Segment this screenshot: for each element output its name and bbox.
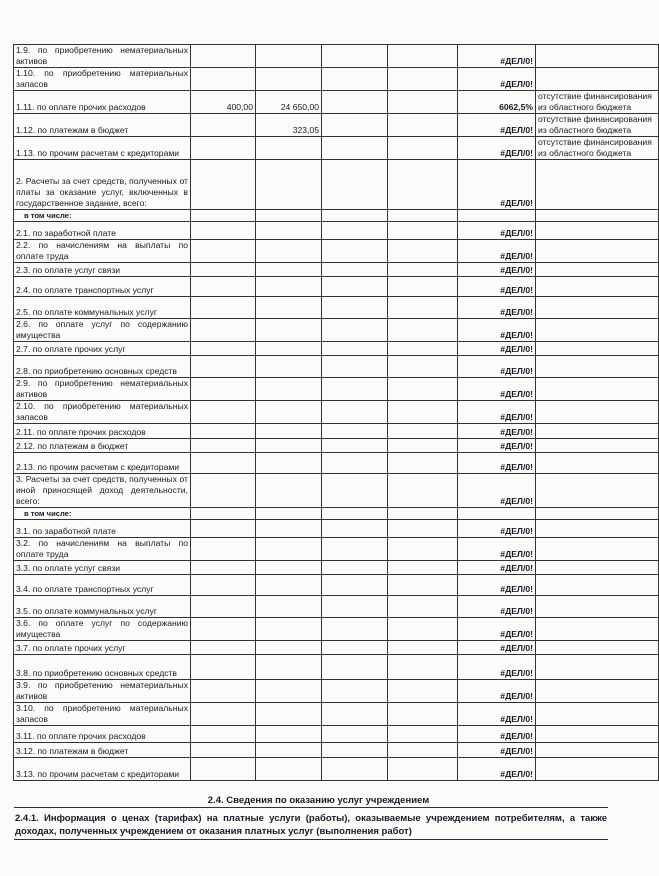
result-cell: #ДЕЛ/0! xyxy=(458,575,536,596)
table-row xyxy=(14,680,659,703)
row-label: 2.6. по оплате услуг по содержанию имущества xyxy=(14,319,191,342)
result-cell: 6062,5% xyxy=(458,91,536,114)
value-cell-3 xyxy=(322,356,388,378)
value-cell-3 xyxy=(322,424,388,439)
note-cell xyxy=(536,378,659,401)
value-cell-2 xyxy=(256,561,322,575)
value-cell-2 xyxy=(256,758,322,781)
row-label: в том числе: xyxy=(14,210,191,222)
value-cell-1 xyxy=(191,508,256,520)
value-cell-1 xyxy=(191,758,256,781)
value-cell-3 xyxy=(322,263,388,277)
note-cell: отсутствие финансирования из областного бюджета xyxy=(536,114,659,137)
result-cell: #ДЕЛ/0! xyxy=(458,439,536,453)
value-cell-2 xyxy=(256,45,322,68)
row-label: 3.6. по оплате услуг по содержанию имущества xyxy=(14,618,191,641)
value-cell-1 xyxy=(191,160,256,210)
value-cell-2 xyxy=(256,160,322,210)
table-row xyxy=(14,474,659,508)
value-cell-4 xyxy=(388,508,458,520)
value-cell-4 xyxy=(388,474,458,508)
row-label: 2. Расчеты за счет средств, полученных от платы за оказание услуг, включенных в государственное задание, всего: xyxy=(14,160,191,210)
result-cell: #ДЕЛ/0! xyxy=(458,641,536,655)
note-cell xyxy=(536,401,659,424)
table-row xyxy=(14,508,659,520)
value-cell-2 xyxy=(256,240,322,263)
value-cell-2 xyxy=(256,297,322,319)
value-cell-2: 323,05 xyxy=(256,114,322,137)
result-cell xyxy=(458,508,536,520)
result-cell: #ДЕЛ/0! xyxy=(458,45,536,68)
value-cell-3 xyxy=(322,703,388,726)
value-cell-2 xyxy=(256,618,322,641)
value-cell-1 xyxy=(191,618,256,641)
table-row xyxy=(14,319,659,342)
table-row xyxy=(14,424,659,439)
result-cell: #ДЕЛ/0! xyxy=(458,453,536,474)
value-cell-3 xyxy=(322,641,388,655)
value-cell-1 xyxy=(191,356,256,378)
table-row xyxy=(14,520,659,538)
result-cell: #ДЕЛ/0! xyxy=(458,474,536,508)
result-cell: #ДЕЛ/0! xyxy=(458,561,536,575)
value-cell-2 xyxy=(256,575,322,596)
result-cell: #ДЕЛ/0! xyxy=(458,401,536,424)
row-label: в том числе: xyxy=(14,508,191,520)
note-cell xyxy=(536,538,659,561)
value-cell-2 xyxy=(256,726,322,743)
value-cell-3 xyxy=(322,680,388,703)
result-cell: #ДЕЛ/0! xyxy=(458,378,536,401)
value-cell-4 xyxy=(388,703,458,726)
value-cell-2 xyxy=(256,703,322,726)
value-cell-1 xyxy=(191,378,256,401)
value-cell-4 xyxy=(388,424,458,439)
result-cell: #ДЕЛ/0! xyxy=(458,743,536,758)
value-cell-1 xyxy=(191,137,256,160)
note-cell xyxy=(536,641,659,655)
note-cell xyxy=(536,726,659,743)
value-cell-4 xyxy=(388,439,458,453)
row-label: 1.12. по платежам в бюджет xyxy=(14,114,191,137)
table-row xyxy=(14,277,659,297)
value-cell-2 xyxy=(256,453,322,474)
result-cell: #ДЕЛ/0! xyxy=(458,655,536,680)
value-cell-4 xyxy=(388,378,458,401)
note-cell xyxy=(536,508,659,520)
row-label: 3.5. по оплате коммунальных услуг xyxy=(14,596,191,618)
result-cell: #ДЕЛ/0! xyxy=(458,297,536,319)
value-cell-2 xyxy=(256,210,322,222)
table-body xyxy=(14,45,659,781)
table-row xyxy=(14,538,659,561)
value-cell-3 xyxy=(322,474,388,508)
note-cell xyxy=(536,240,659,263)
row-label: 3.10. по приобретению материальных запасов xyxy=(14,703,191,726)
note-cell xyxy=(536,222,659,240)
section-rule-bottom xyxy=(14,839,608,840)
section-title: 2.4. Сведения по оказанию услуг учреждением xyxy=(207,795,430,806)
row-label: 3.11. по оплате прочих расходов xyxy=(14,726,191,743)
value-cell-4 xyxy=(388,342,458,356)
result-cell: #ДЕЛ/0! xyxy=(458,596,536,618)
value-cell-2 xyxy=(256,342,322,356)
note-cell xyxy=(536,596,659,618)
result-cell: #ДЕЛ/0! xyxy=(458,703,536,726)
table-row xyxy=(14,575,659,596)
value-cell-3 xyxy=(322,378,388,401)
note-cell xyxy=(536,160,659,210)
value-cell-3 xyxy=(322,520,388,538)
value-cell-3 xyxy=(322,538,388,561)
value-cell-4 xyxy=(388,758,458,781)
value-cell-1 xyxy=(191,561,256,575)
value-cell-2: 24 650,00 xyxy=(256,91,322,114)
row-label: 3.4. по оплате транспортных услуг xyxy=(14,575,191,596)
row-label: 2.3. по оплате услуг связи xyxy=(14,263,191,277)
value-cell-4 xyxy=(388,356,458,378)
table-row xyxy=(14,114,659,137)
result-cell: #ДЕЛ/0! xyxy=(458,277,536,297)
table-row xyxy=(14,439,659,453)
value-cell-1 xyxy=(191,45,256,68)
row-label: 1.11. по оплате прочих расходов xyxy=(14,91,191,114)
value-cell-3 xyxy=(322,45,388,68)
result-cell: #ДЕЛ/0! xyxy=(458,424,536,439)
value-cell-4 xyxy=(388,561,458,575)
value-cell-3 xyxy=(322,618,388,641)
value-cell-2 xyxy=(256,263,322,277)
row-label: 3.2. по начислениям на выплаты по оплате труда xyxy=(14,538,191,561)
result-cell: #ДЕЛ/0! xyxy=(458,137,536,160)
value-cell-4 xyxy=(388,240,458,263)
note-cell: отсутствие финансирования из областного бюджета xyxy=(536,91,659,114)
value-cell-3 xyxy=(322,575,388,596)
value-cell-4 xyxy=(388,743,458,758)
table-row xyxy=(14,703,659,726)
value-cell-1 xyxy=(191,263,256,277)
value-cell-3 xyxy=(322,401,388,424)
report-table-container xyxy=(13,44,652,781)
value-cell-1 xyxy=(191,575,256,596)
value-cell-1: 400,00 xyxy=(191,91,256,114)
result-cell xyxy=(458,210,536,222)
value-cell-4 xyxy=(388,222,458,240)
value-cell-3 xyxy=(322,277,388,297)
value-cell-1 xyxy=(191,726,256,743)
row-label: 3.13. по прочим расчетам с кредиторами xyxy=(14,758,191,781)
table-row xyxy=(14,378,659,401)
value-cell-2 xyxy=(256,743,322,758)
value-cell-4 xyxy=(388,520,458,538)
value-cell-1 xyxy=(191,240,256,263)
table-row xyxy=(14,453,659,474)
result-cell: #ДЕЛ/0! xyxy=(458,240,536,263)
value-cell-2 xyxy=(256,641,322,655)
table-row xyxy=(14,618,659,641)
table-row xyxy=(14,726,659,743)
value-cell-4 xyxy=(388,575,458,596)
row-label: 3.12. по платежам в бюджет xyxy=(14,743,191,758)
table-row xyxy=(14,655,659,680)
value-cell-2 xyxy=(256,596,322,618)
value-cell-1 xyxy=(191,641,256,655)
table-row xyxy=(14,342,659,356)
value-cell-4 xyxy=(388,68,458,91)
value-cell-4 xyxy=(388,210,458,222)
row-label: 1.13. по прочим расчетам с кредиторами xyxy=(14,137,191,160)
row-label: 2.11. по оплате прочих расходов xyxy=(14,424,191,439)
value-cell-2 xyxy=(256,137,322,160)
result-cell: #ДЕЛ/0! xyxy=(458,680,536,703)
value-cell-3 xyxy=(322,297,388,319)
value-cell-1 xyxy=(191,297,256,319)
row-label: 2.7. по оплате прочих услуг xyxy=(14,342,191,356)
table-row xyxy=(14,45,659,68)
section-rule-top xyxy=(14,807,608,808)
value-cell-4 xyxy=(388,680,458,703)
settlements-table xyxy=(13,44,659,781)
table-row xyxy=(14,210,659,222)
value-cell-3 xyxy=(322,137,388,160)
row-label: 2.9. по приобретению нематериальных активов xyxy=(14,378,191,401)
value-cell-1 xyxy=(191,210,256,222)
value-cell-2 xyxy=(256,424,322,439)
note-cell xyxy=(536,520,659,538)
value-cell-3 xyxy=(322,561,388,575)
value-cell-3 xyxy=(322,68,388,91)
row-label: 3.9. по приобретению нематериальных активов xyxy=(14,680,191,703)
note-cell xyxy=(536,618,659,641)
note-cell xyxy=(536,68,659,91)
row-label: 3. Расчеты за счет средств, полученных от иной приносящей доход деятельности, всего: xyxy=(14,474,191,508)
row-label: 2.5. по оплате коммунальных услуг xyxy=(14,297,191,319)
value-cell-2 xyxy=(256,538,322,561)
value-cell-1 xyxy=(191,538,256,561)
note-cell xyxy=(536,439,659,453)
value-cell-3 xyxy=(322,596,388,618)
result-cell: #ДЕЛ/0! xyxy=(458,342,536,356)
value-cell-1 xyxy=(191,424,256,439)
row-label: 1.10. по приобретению материальных запасов xyxy=(14,68,191,91)
result-cell: #ДЕЛ/0! xyxy=(458,356,536,378)
result-cell: #ДЕЛ/0! xyxy=(458,114,536,137)
value-cell-4 xyxy=(388,137,458,160)
value-cell-4 xyxy=(388,297,458,319)
value-cell-2 xyxy=(256,401,322,424)
value-cell-2 xyxy=(256,356,322,378)
value-cell-4 xyxy=(388,401,458,424)
value-cell-1 xyxy=(191,401,256,424)
value-cell-3 xyxy=(322,114,388,137)
table-row xyxy=(14,240,659,263)
value-cell-4 xyxy=(388,641,458,655)
note-cell xyxy=(536,263,659,277)
row-label: 2.2. по начислениям на выплаты по оплате труда xyxy=(14,240,191,263)
value-cell-2 xyxy=(256,680,322,703)
row-label: 3.8. по приобретению основных средств xyxy=(14,655,191,680)
value-cell-2 xyxy=(256,222,322,240)
value-cell-3 xyxy=(322,743,388,758)
note-cell xyxy=(536,743,659,758)
value-cell-4 xyxy=(388,726,458,743)
result-cell: #ДЕЛ/0! xyxy=(458,222,536,240)
value-cell-4 xyxy=(388,655,458,680)
result-cell: #ДЕЛ/0! xyxy=(458,160,536,210)
value-cell-3 xyxy=(322,240,388,263)
value-cell-3 xyxy=(322,210,388,222)
value-cell-1 xyxy=(191,114,256,137)
value-cell-3 xyxy=(322,91,388,114)
table-row xyxy=(14,743,659,758)
result-cell: #ДЕЛ/0! xyxy=(458,263,536,277)
note-cell xyxy=(536,453,659,474)
note-cell xyxy=(536,297,659,319)
note-cell xyxy=(536,277,659,297)
table-row xyxy=(14,596,659,618)
value-cell-1 xyxy=(191,703,256,726)
table-row xyxy=(14,160,659,210)
note-cell xyxy=(536,575,659,596)
value-cell-3 xyxy=(322,655,388,680)
value-cell-2 xyxy=(256,508,322,520)
row-label: 3.1. по заработной плате xyxy=(14,520,191,538)
value-cell-4 xyxy=(388,263,458,277)
row-label: 2.13. по прочим расчетам с кредиторами xyxy=(14,453,191,474)
value-cell-1 xyxy=(191,655,256,680)
note-cell xyxy=(536,758,659,781)
section-info-text: 2.4.1. Информация о ценах (тарифах) на платные услуги (работы), оказываемые учреждением потребителям, а также доходах, полученных учреждением от оказания платных услуг (выполнения работ) xyxy=(15,813,607,837)
value-cell-2 xyxy=(256,277,322,297)
value-cell-3 xyxy=(322,222,388,240)
value-cell-2 xyxy=(256,655,322,680)
row-label: 2.1. по заработной плате xyxy=(14,222,191,240)
value-cell-1 xyxy=(191,342,256,356)
value-cell-4 xyxy=(388,277,458,297)
note-cell xyxy=(536,342,659,356)
value-cell-4 xyxy=(388,538,458,561)
value-cell-1 xyxy=(191,474,256,508)
table-row xyxy=(14,401,659,424)
value-cell-1 xyxy=(191,68,256,91)
value-cell-3 xyxy=(322,439,388,453)
value-cell-4 xyxy=(388,453,458,474)
value-cell-1 xyxy=(191,319,256,342)
value-cell-4 xyxy=(388,596,458,618)
value-cell-3 xyxy=(322,758,388,781)
table-row xyxy=(14,297,659,319)
value-cell-1 xyxy=(191,439,256,453)
table-row xyxy=(14,68,659,91)
row-label: 2.8. по приобретению основных средств xyxy=(14,356,191,378)
row-label: 2.10. по приобретению материальных запасов xyxy=(14,401,191,424)
note-cell xyxy=(536,356,659,378)
value-cell-1 xyxy=(191,743,256,758)
table-row xyxy=(14,561,659,575)
result-cell: #ДЕЛ/0! xyxy=(458,68,536,91)
value-cell-4 xyxy=(388,91,458,114)
note-cell xyxy=(536,424,659,439)
value-cell-3 xyxy=(322,160,388,210)
table-row xyxy=(14,356,659,378)
result-cell: #ДЕЛ/0! xyxy=(458,726,536,743)
note-cell xyxy=(536,45,659,68)
table-row xyxy=(14,263,659,277)
note-cell xyxy=(536,474,659,508)
note-cell xyxy=(536,561,659,575)
result-cell: #ДЕЛ/0! xyxy=(458,758,536,781)
note-cell xyxy=(536,210,659,222)
note-cell xyxy=(536,655,659,680)
result-cell: #ДЕЛ/0! xyxy=(458,520,536,538)
value-cell-2 xyxy=(256,439,322,453)
value-cell-1 xyxy=(191,680,256,703)
result-cell: #ДЕЛ/0! xyxy=(458,618,536,641)
value-cell-2 xyxy=(256,474,322,508)
value-cell-3 xyxy=(322,342,388,356)
note-cell xyxy=(536,319,659,342)
note-cell: отсутствие финансирования из областного бюджета xyxy=(536,137,659,160)
result-cell: #ДЕЛ/0! xyxy=(458,538,536,561)
table-row xyxy=(14,91,659,114)
value-cell-4 xyxy=(388,114,458,137)
result-cell: #ДЕЛ/0! xyxy=(458,319,536,342)
note-cell xyxy=(536,703,659,726)
table-row xyxy=(14,137,659,160)
table-row xyxy=(14,758,659,781)
value-cell-1 xyxy=(191,596,256,618)
row-label: 2.12. по платежам в бюджет xyxy=(14,439,191,453)
value-cell-4 xyxy=(388,45,458,68)
value-cell-3 xyxy=(322,319,388,342)
table-row xyxy=(14,222,659,240)
value-cell-1 xyxy=(191,277,256,297)
row-label: 1.9. по приобретению нематериальных активов xyxy=(14,45,191,68)
value-cell-2 xyxy=(256,319,322,342)
value-cell-1 xyxy=(191,520,256,538)
value-cell-4 xyxy=(388,160,458,210)
value-cell-4 xyxy=(388,319,458,342)
value-cell-2 xyxy=(256,68,322,91)
value-cell-2 xyxy=(256,520,322,538)
table-row xyxy=(14,641,659,655)
value-cell-3 xyxy=(322,726,388,743)
value-cell-2 xyxy=(256,378,322,401)
row-label: 3.3. по оплате услуг связи xyxy=(14,561,191,575)
row-label: 2.4. по оплате транспортных услуг xyxy=(14,277,191,297)
value-cell-1 xyxy=(191,222,256,240)
row-label: 3.7. по оплате прочих услуг xyxy=(14,641,191,655)
value-cell-3 xyxy=(322,453,388,474)
value-cell-4 xyxy=(388,618,458,641)
note-cell xyxy=(536,680,659,703)
value-cell-3 xyxy=(322,508,388,520)
value-cell-1 xyxy=(191,453,256,474)
